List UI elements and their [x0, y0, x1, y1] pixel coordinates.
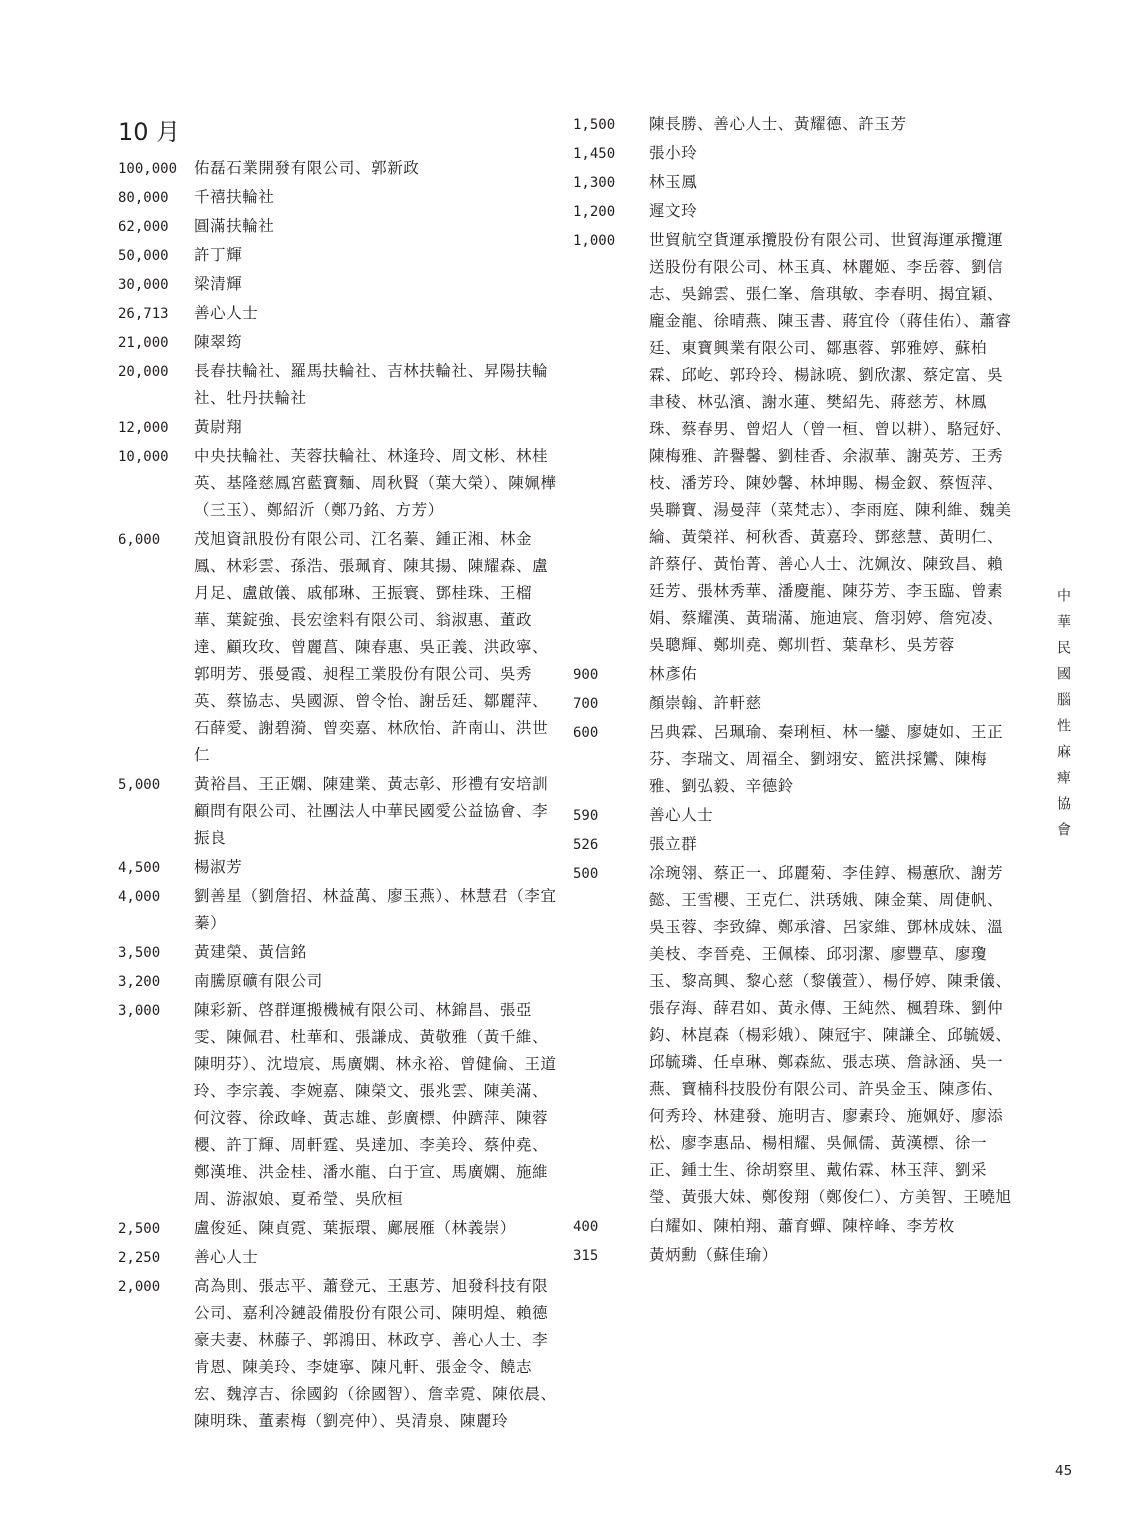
donation-entry	[118, 216, 558, 240]
donation-entry	[573, 664, 1013, 688]
donation-entry	[118, 446, 558, 524]
donation-amount: 526	[573, 837, 599, 853]
donation-amount: 590	[573, 808, 599, 824]
donation-entry	[118, 1247, 558, 1271]
donor-names: 中央扶輪社、芙蓉扶輪社、林逢玲、周文彬、林桂英、基隆慈鳳宮藍寶麵、周秋賢（葉大榮）、陳姵樺（三玉）、鄭紹沂（鄭乃銘、方芳）	[194, 447, 557, 519]
donation-amount: 80,000	[118, 190, 169, 206]
donor-names: 陳長勝、善心人士、黃耀德、許玉芳	[649, 115, 907, 133]
donation-entry	[573, 230, 1013, 659]
donor-names: 長春扶輪社、羅馬扶輪社、吉林扶輪社、昇陽扶輪社、牡丹扶輪社	[194, 362, 549, 407]
donation-amount: 2,250	[118, 1250, 161, 1266]
donation-entry	[573, 863, 1013, 1211]
donor-names: 善心人士	[194, 1248, 259, 1266]
donor-names: 林玉鳳	[649, 173, 698, 191]
donation-amount: 1,000	[573, 233, 616, 249]
donor-names: 梁清輝	[194, 275, 243, 293]
donor-names: 圓滿扶輪社	[194, 217, 275, 235]
donation-column-left	[118, 114, 558, 1440]
side-title: 中華民國腦性麻痺協會	[1055, 588, 1071, 848]
donation-amount: 100,000	[118, 161, 178, 177]
donation-entry	[118, 158, 558, 182]
donation-amount: 500	[573, 866, 599, 882]
donor-names: 佑磊石業開發有限公司、郭新政	[194, 159, 420, 177]
donor-names: 楊淑芳	[194, 858, 243, 876]
donor-names: 善心人士	[194, 304, 259, 322]
donation-amount: 20,000	[118, 364, 169, 380]
donation-amount: 30,000	[118, 277, 169, 293]
donation-amount: 10,000	[118, 449, 169, 465]
donation-entry	[118, 417, 558, 441]
donor-names: 世貿航空貨運承攬股份有限公司、世貿海運承攬運送股份有限公司、林玉真、林麗姬、李岳蓉、劉信志、吳錦雲、張仁峯、詹琪敏、李春明、揭宜穎、龐金龍、徐晴燕、陳玉書、蔣宜伶（蔣佳佑）、蕭睿廷、東寶興業有限公司、鄒惠蓉、郭雅婷、蘇柏霖、邱屹、郭玲玲、楊詠喨、劉欣潔、蔡定富、吳聿稜、林弘濱、謝水蓮、樊紹先、蔣慈芳、林鳳珠、蔡春男、曾炤人（曾一桓、曾以耕）、駱冠妤、陳梅雅、許譽馨、劉桂香、余淑華、謝英芳、王秀枝、潘芳玲、陳妙馨、林坤賜、楊金釵、蔡恆萍、吳聯寶、湯曼萍（菜梵志）、李雨庭、陳利維、魏美綸、黃榮祥、柯秋香、黃嘉玲、鄧慈慧、黃明仁、許蔡仔、黃怡菁、善心人士、沈姵汝、陳致昌、賴廷芳、張林秀華、潘慶龍、陳芬芳、李玉臨、曾素娟、蔡耀漢、黃瑞滿、施迪宸、詹羽婷、詹宛凌、吳聰輝、鄭圳堯、鄭圳哲、葉韋杉、吳芳蓉	[649, 231, 1012, 654]
donation-amount: 6,000	[118, 532, 161, 548]
page-number: 45	[1055, 1463, 1073, 1479]
donation-amount: 1,500	[573, 117, 616, 133]
donation-amount: 3,200	[118, 974, 161, 990]
donation-amount: 900	[573, 667, 599, 683]
donor-names: 黃裕昌、王正嫻、陳建業、黃志彰、形禮有安培訓顧問有限公司、社團法人中華民國愛公益協會、李振良	[194, 775, 549, 847]
month-heading: 10 月	[118, 118, 181, 146]
donation-amount: 1,300	[573, 175, 616, 191]
donation-entry	[118, 886, 558, 937]
donor-names: 許丁輝	[194, 246, 243, 264]
donor-names: 黃尉翔	[194, 418, 243, 436]
donation-entry	[573, 805, 1013, 829]
donation-entry	[118, 529, 558, 769]
donation-entry	[118, 332, 558, 356]
donation-list-left	[118, 158, 558, 1435]
donor-names: 呂典霖、呂珮瑜、秦琍桓、林一鑾、廖婕如、王正芬、李瑞文、周福全、劉翊安、籃洪採鸞、陳梅雅、劉弘毅、辛德鈴	[649, 723, 1004, 795]
donation-entry	[118, 187, 558, 211]
donation-entry	[573, 201, 1013, 225]
donation-amount: 315	[573, 1248, 599, 1264]
donation-entry	[118, 361, 558, 412]
donation-amount: 26,713	[118, 306, 169, 322]
donation-amount: 5,000	[118, 777, 161, 793]
donor-names: 善心人士	[649, 806, 714, 824]
donation-amount: 50,000	[118, 248, 169, 264]
donor-names: 南騰原礦有限公司	[194, 972, 323, 990]
donor-names: 張小玲	[649, 144, 698, 162]
donation-entry	[118, 303, 558, 327]
donation-entry	[573, 834, 1013, 858]
donation-column-right	[573, 114, 1013, 1274]
donor-names: 黃建榮、黃信銘	[194, 943, 307, 961]
donor-names: 劉善星（劉詹招、林益萬、廖玉燕）、林慧君（李宜蓁）	[194, 887, 557, 932]
donation-amount: 600	[573, 725, 599, 741]
donation-amount: 700	[573, 696, 599, 712]
donation-entry	[118, 274, 558, 298]
donation-list-right	[573, 114, 1013, 1269]
donor-names: 黃炳勳（蘇佳瑜）	[649, 1246, 778, 1264]
donor-names: 遲文玲	[649, 202, 698, 220]
donation-entry	[573, 172, 1013, 196]
donor-names: 凃琬翎、蔡正一、邱麗菊、李佳錞、楊蕙欣、謝芳懿、王雪櫻、王克仁、洪琇娥、陳金葉、周倢帆、吳玉蓉、李致緯、鄭承濬、呂家維、鄧林成妹、溫美枝、李晉堯、王佩榛、邱羽潔、廖豐草、廖瓊玉、黎高興、黎心慈（黎儀萱）、楊伃婷、陳秉儀、張存海、薛君如、黃永傳、王純然、楓碧珠、劉仲鈞、林崑森（楊彩娥）、陳冠宇、陳謙全、邱毓媛、邱毓璘、任卓琳、鄭森紘、張志瑛、詹詠涵、吳一燕、寶楠科技股份有限公司、許吳金玉、陳彥佑、何秀玲、林建發、施明吉、廖素玲、施姵妤、廖添松、廖李惠品、楊相耀、吳佩儒、黃漢標、徐一正、鍾士生、徐胡察里、戴佑霖、林玉萍、劉采瑩、黃張大妹、鄭俊翔（鄭俊仁）、方美智、王曉旭	[649, 864, 1012, 1206]
donor-names: 陳翠筠	[194, 333, 243, 351]
donation-entry	[118, 857, 558, 881]
donation-entry	[118, 1218, 558, 1242]
donor-names: 白耀如、陳柏翔、蕭育蟬、陳梓峰、李芳枚	[649, 1217, 955, 1235]
donor-names: 茂旭資訊股份有限公司、江名蓁、鍾正湘、林金鳳、林彩雲、孫浩、張珮育、陳其揚、陳耀森、盧月足、盧啟儀、戚郁琳、王振寰、鄧桂珠、王榴華、葉錠強、長宏塗料有限公司、翁淑惠、董政達、顧玫玫、曾麗菖、陳春惠、吳正義、洪政寧、郭明芳、張曼霞、昶程工業股份有限公司、吳秀英、蔡協志、吳國源、曾令怡、謝岳廷、鄒麗萍、石薛愛、謝碧漪、曾奕嘉、林欣怡、許南山、洪世仁	[194, 530, 549, 764]
donor-names: 陳彩新、啓群運搬機械有限公司、林錦昌、張亞雯、陳佩君、杜華和、張謙成、黃敬雅（黃千維、陳明芬）、沈塏宸、馬廣嫻、林永裕、曾健倫、王道玲、李宗義、李婉嘉、陳榮文、張兆雲、陳美滿、何汶蓉、徐政峰、黃志雄、彭廣標、仲躋萍、陳蓉櫻、許丁輝、周軒霆、吳達加、李美玲、蔡仲堯、鄭漢堆、洪金桂、潘水龍、白于宣、馬廣嫻、施維周、游淑娘、夏希瑩、吳欣桓	[194, 1001, 557, 1208]
donor-names: 千禧扶輪社	[194, 188, 275, 206]
donation-entry	[118, 942, 558, 966]
donor-names: 張立群	[649, 835, 698, 853]
donation-amount: 2,500	[118, 1221, 161, 1237]
donation-entry	[573, 693, 1013, 717]
donation-amount: 62,000	[118, 219, 169, 235]
donor-names: 高為則、張志平、蕭登元、王惠芳、旭發科技有限公司、嘉利冷鏈設備股份有限公司、陳明煌、賴德豪夫妻、林藤子、郭鴻田、林政亨、善心人士、李肯恩、陳美玲、李婕寧、陳凡軒、張金令、饒志宏、魏淳吉、徐國鈞（徐國智）、詹幸霓、陳依晨、陳明珠、董素梅（劉亮仲）、吳清泉、陳麗玲	[194, 1277, 557, 1430]
donor-names: 林彥佑	[649, 665, 698, 683]
donation-entry	[573, 114, 1013, 138]
donation-entry	[573, 1216, 1013, 1240]
donation-entry	[118, 774, 558, 852]
donation-entry	[118, 1000, 558, 1213]
donation-amount: 12,000	[118, 420, 169, 436]
donation-entry	[573, 1245, 1013, 1269]
donation-amount: 1,450	[573, 146, 616, 162]
donation-entry	[118, 1276, 558, 1435]
donation-amount: 400	[573, 1219, 599, 1235]
donation-amount: 3,000	[118, 1003, 161, 1019]
donation-entry	[573, 143, 1013, 167]
donation-entry	[118, 245, 558, 269]
donation-entry	[573, 722, 1013, 800]
donation-amount: 21,000	[118, 335, 169, 351]
donation-amount: 3,500	[118, 945, 161, 961]
donor-names: 盧俊延、陳貞霓、葉振環、鄺展雁（林義崇）	[194, 1219, 517, 1237]
donation-amount: 2,000	[118, 1279, 161, 1295]
donor-names: 顏崇翰、許軒慈	[649, 694, 762, 712]
donation-amount: 4,500	[118, 860, 161, 876]
donation-entry	[118, 971, 558, 995]
donation-amount: 1,200	[573, 204, 616, 220]
donation-amount: 4,000	[118, 889, 161, 905]
